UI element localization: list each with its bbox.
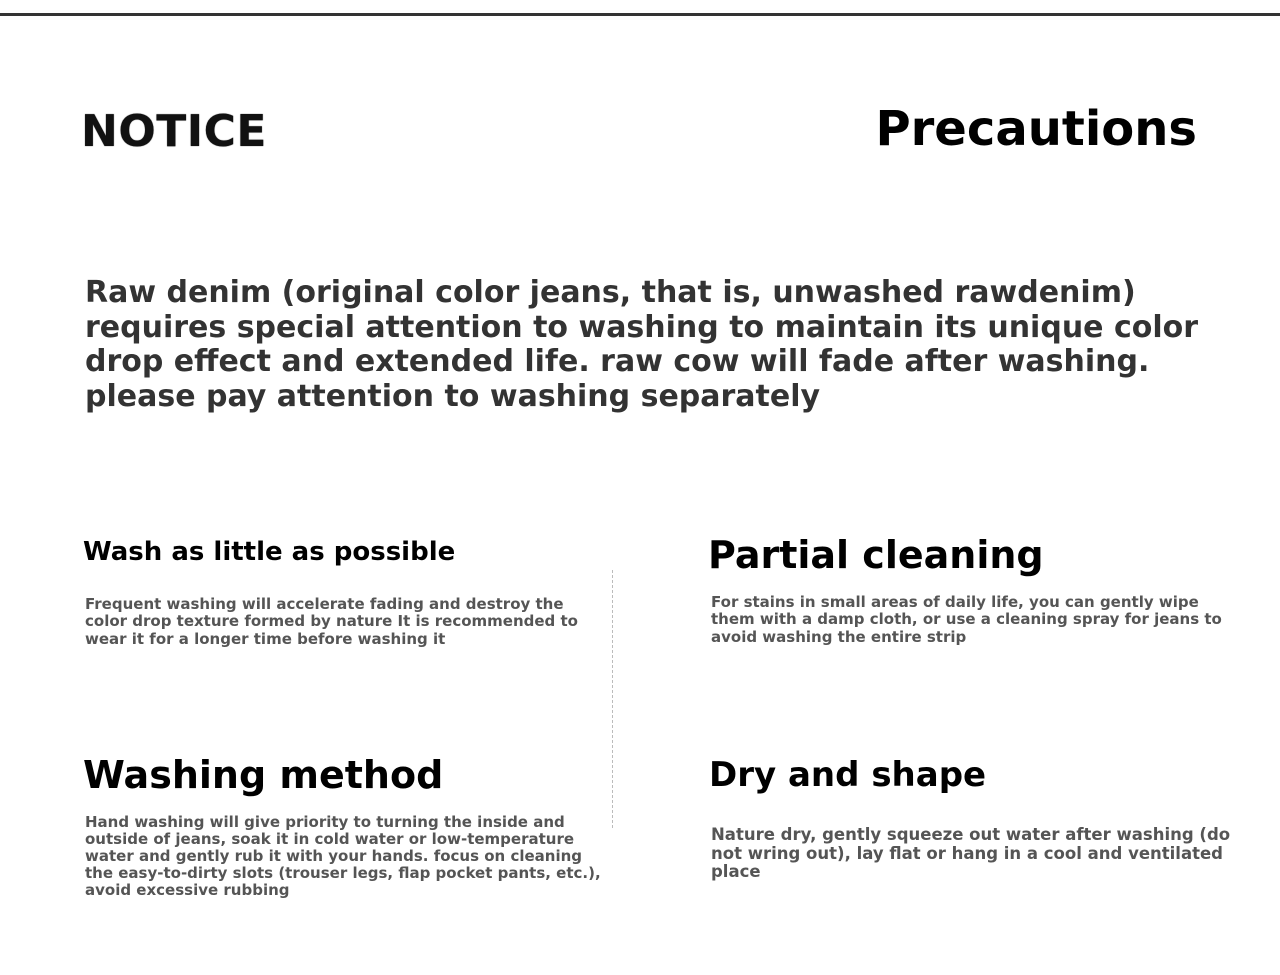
notice-label: NOTICE	[81, 106, 267, 157]
section-body-wash-little: Frequent washing will accelerate fading and destroy the color drop texture formed by nature It is recommended to wear it for a longer time before washing it	[85, 595, 578, 648]
top-divider-line	[0, 13, 1280, 16]
section-heading-washing-method: Washing method	[83, 753, 444, 797]
section-body-washing-method: Hand washing will give priority to turning the inside and outside of jeans, soak it in cold water or low-temperature water and gently rub it with your hands. focus on cleaning the easy-to-dirty slots (trouser legs, flap pocket pants, etc.), avoid excessive rubbing	[85, 813, 601, 899]
section-body-partial-cleaning: For stains in small areas of daily life, you can gently wipe them with a damp cloth, or use a cleaning spray for jeans to avoid washing the entire strip	[711, 593, 1222, 646]
section-heading-partial-cleaning: Partial cleaning	[708, 533, 1044, 577]
section-heading-wash-little: Wash as little as possible	[83, 537, 456, 567]
page-title: Precautions	[875, 101, 1197, 157]
section-body-dry-shape: Nature dry, gently squeeze out water after washing (do not wring out), lay flat or hang in a cool and ventilated place	[711, 825, 1231, 881]
section-heading-dry-shape: Dry and shape	[709, 755, 987, 795]
column-divider	[612, 570, 613, 828]
intro-paragraph: Raw denim (original color jeans, that is, unwashed rawdenim) requires special attention to washing to maintain its unique color drop effect and extended life. raw cow will fade after washing. please pay attention to washing separately	[85, 275, 1199, 414]
